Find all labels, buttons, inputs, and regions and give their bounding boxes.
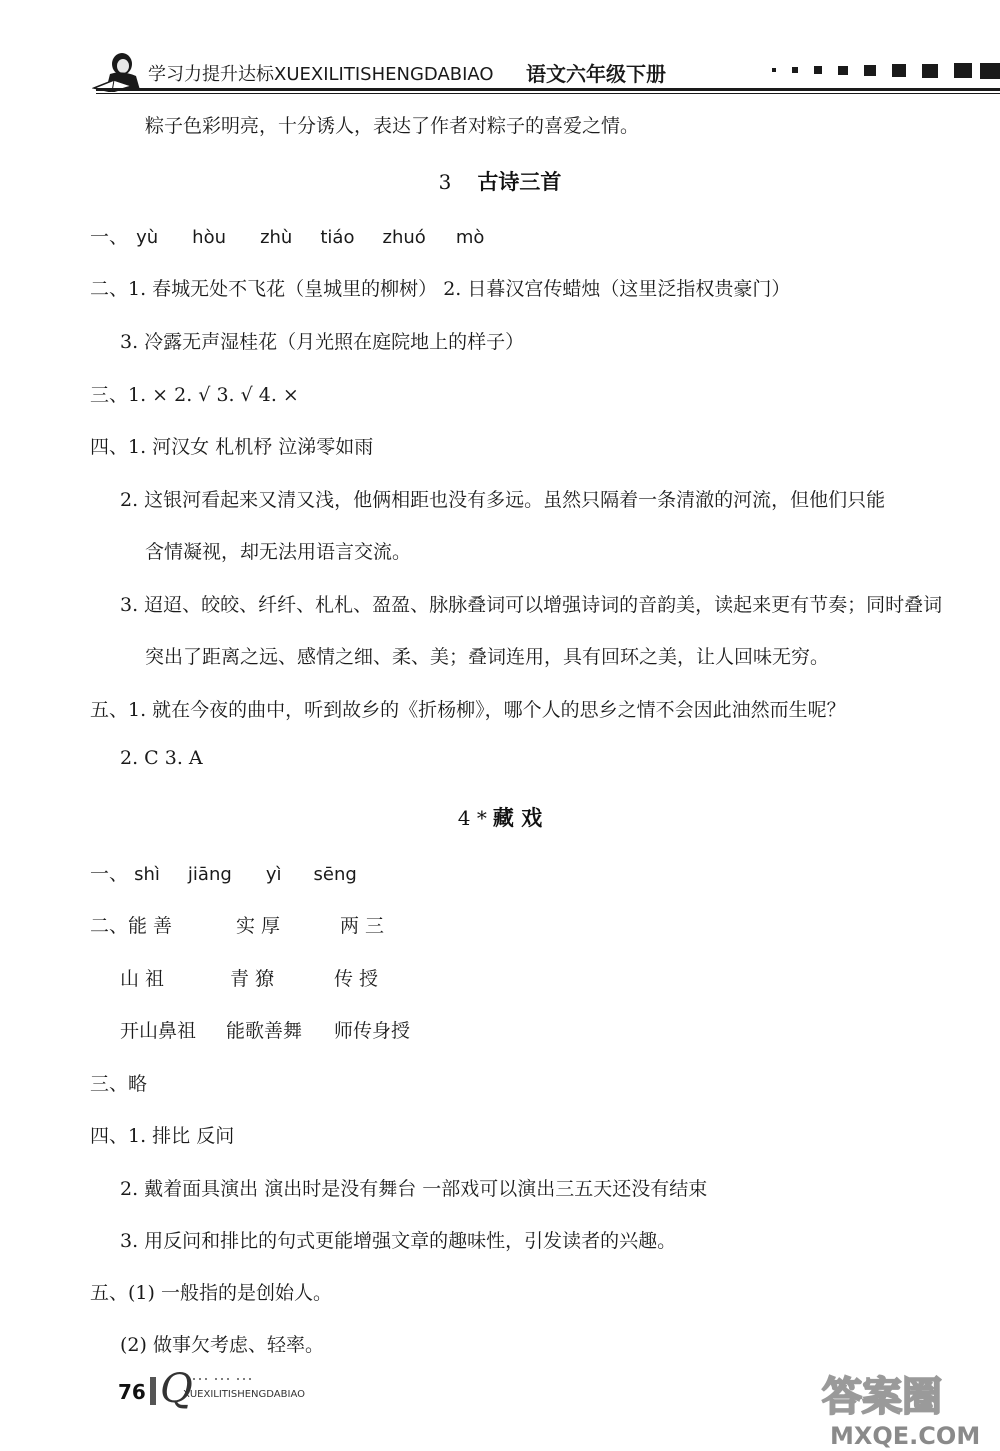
lesson4-section5-line1: 五、(1) 一般指的是创始人。 (90, 1282, 332, 1304)
lesson3-section4-q3-a: 3. 迢迢、皎皎、纤纤、札札、盈盈、脉脉叠词可以增强诗词的音韵美，读起来更有节奏；同时叠词 (120, 594, 943, 616)
lesson3-section3: 三、1. × 2. √ 3. √ 4. × (90, 384, 299, 406)
watermark-text-top: 答案圈 (822, 1374, 942, 1420)
pinyin-item: shì (134, 864, 160, 885)
lesson3-section5-line1: 五、1. 就在今夜的曲中，听到故乡的《折杨柳》，哪个人的思乡之情不会因此油然而生呢？ (90, 699, 846, 721)
pinyin-item: jiāng (187, 864, 232, 885)
lesson4-section4-line1: 四、1. 排比 反问 (90, 1125, 235, 1147)
lesson3-section4-q2-a: 2. 这银河看起来又清又浅，他俩相距也没有多远。虽然只隔着一条清澈的河流，但他们只能 (120, 489, 886, 511)
pinyin-item: tiáo (320, 227, 355, 248)
answer-cell: 两 三 (340, 915, 385, 937)
pinyin-item: zhù (260, 227, 293, 248)
footer-brand-letter: Q (160, 1366, 193, 1412)
lesson4-section3: 三、略 (90, 1073, 148, 1095)
lesson4-title: 藏 戏 (492, 806, 543, 830)
answer-cell: 师传身授 (334, 1020, 411, 1042)
watermark-logo (816, 1360, 1000, 1451)
section-label: 一、 (90, 226, 129, 248)
answer-cell: 二、能 善 (90, 915, 173, 937)
lesson3-section5-line2: 2. C 3. A (120, 747, 203, 769)
lesson4-section2-row3 (120, 1016, 410, 1043)
lesson3-section4-q2-b: 含情凝视，却无法用语言交流。 (145, 541, 412, 563)
lesson4-section4-line2: 2. 戴着面具演出 演出时是没有舞台 一部戏可以演出三五天还没有结束 (120, 1178, 708, 1200)
header-rule-thin (96, 93, 1000, 94)
lesson3-section4-line1: 四、1. 河汉女 札机杼 泣涕零如雨 (90, 436, 374, 458)
lesson4-section5-line2: (2) 做事欠考虑、轻率。 (120, 1334, 324, 1356)
section-label: 一、 (90, 863, 129, 885)
subject-title: 语文六年级下册 (526, 62, 666, 86)
lesson3-number: 3 (438, 170, 452, 194)
lesson3-section2-line1: 二、1. 春城无处不飞花（皇城里的柳树） 2. 日暮汉宫传蜡烛（这里泛指权贵豪门） (90, 278, 791, 300)
lesson4-section1 (90, 859, 357, 886)
answer-cell: 实 厚 (236, 915, 281, 937)
pinyin-item: hòu (192, 227, 227, 248)
footer-brand-text: XUEXILITISHENGDABIAO (183, 1389, 305, 1400)
lesson4-heading (0, 802, 1000, 832)
lesson3-heading (0, 166, 1000, 196)
answer-cell: 青 獠 (230, 968, 275, 990)
series-title: 学习力提升达标XUEXILITISHENGDABIAO (148, 64, 494, 85)
header-rule (96, 88, 1000, 91)
lesson3-section2-line2: 3. 冷露无声湿桂花（月光照在庭院地上的样子） (120, 331, 525, 353)
answer-cell: 开山鼻祖 (120, 1020, 197, 1042)
header-decoration-blocks (772, 62, 1000, 80)
lesson3-section4-q3-b: 突出了距离之远、感情之细、柔、美；叠词连用，具有回环之美，让人回味无穷。 (145, 646, 830, 668)
lesson4-section4-line3: 3. 用反问和排比的句式更能增强文章的趣味性，引发读者的兴趣。 (120, 1230, 677, 1252)
pinyin-item: yù (136, 227, 159, 248)
lesson3-title: 古诗三首 (477, 170, 562, 194)
answer-cell: 能歌善舞 (226, 1020, 303, 1042)
lesson4-number: 4 * (457, 806, 487, 830)
pinyin-item: mò (455, 227, 485, 248)
page-number: 76 (118, 1380, 146, 1404)
watermark-text-bottom: MXQE.COM (830, 1422, 981, 1450)
pinyin-item: zhuó (382, 227, 426, 248)
student-reading-icon (92, 50, 144, 92)
lesson4-section2-row2 (120, 964, 378, 991)
carryover-line: 粽子色彩明亮，十分诱人，表达了作者对粽子的喜爱之情。 (145, 115, 640, 137)
pinyin-item: sēng (313, 864, 357, 885)
footer-dots (190, 1376, 260, 1382)
lesson3-section1 (90, 222, 484, 249)
answer-cell: 山 祖 (120, 968, 165, 990)
lesson4-section2-row1 (90, 911, 384, 938)
footer-bar (150, 1377, 156, 1405)
pinyin-item: yì (265, 864, 282, 885)
page-header (0, 0, 1000, 100)
answer-cell: 传 授 (334, 968, 379, 990)
